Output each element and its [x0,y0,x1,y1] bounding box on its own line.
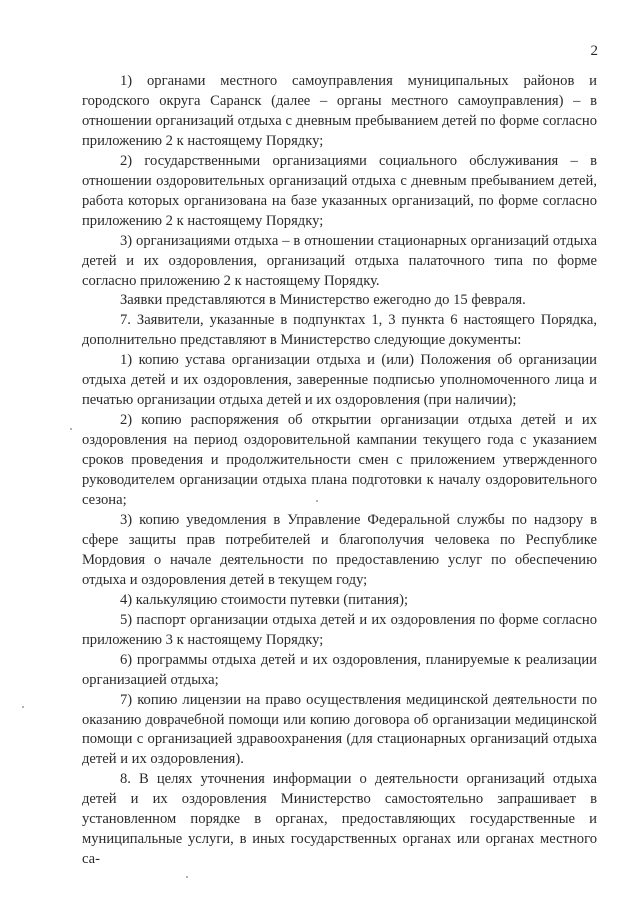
paragraph-section-7: 7. Заявители, указанные в подпунктах 1, 3 пункта 6 настоящего Порядка, дополнительно представляют в Министерство следующие документы: [82,312,597,349]
paragraph-section-8: 8. В целях уточнения информации о деятельности организаций отдыха детей и их оздоровления Министерство самостоятельно запрашивает в установленном порядке в органах, предоставляющих государственные и муниципальные услуги, в иных государственных органах или органах местного са- [82,771,597,868]
paragraph-7-item-3-notification: 3) копию уведомления в Управление Федеральной службы по надзору в сфере защиты прав потребителей и благополучия человека по Республике Мордовия о начале деятельности по предоставлению услуг по обеспечению отдыха и оздоровления детей в текущем году; [82,511,597,588]
paragraph-7-item-5-passport: 5) паспорт организации отдыха детей и их оздоровления по форме согласно приложению 3 к настоящему Порядку; [82,611,597,648]
paragraph-deadline: Заявки представляются в Министерство ежегодно до 15 февраля. [120,292,526,309]
scan-speck [186,876,188,878]
page-number: 2 [590,43,598,59]
paragraph-2-state-social-organizations: 2) государственными организациями социального обслуживания – в отношении оздоровительных организаций отдыха с дневным пребыванием детей, работа которых организована на базе указанных организаций, по форме согласно приложению 2 к настоящему Порядку; [82,152,597,229]
paragraph-1-local-authorities: 1) органами местного самоуправления муниципальных районов и городского округа Саранск (далее – органы местного самоуправления) – в отношении организаций отдыха с дневным пребыванием детей по форме согласно приложению 2 к настоящему Порядку; [82,73,597,149]
paragraph-7-item-6-programs: 6) программы отдыха детей и их оздоровления, планируемые к реализации организацией отдыха; [82,651,597,688]
paragraph-7-item-4-calculation: 4) калькуляцию стоимости путевки (питания); [120,591,409,608]
paragraph-7-item-7-license: 7) копию лицензии на право осуществления медицинской деятельности по оказанию доврачебной помощи или копию договора об организации медицинской помощи с организацией здравоохранения (для стационарных организаций отдыха детей и их оздоровления). [82,691,597,768]
paragraph-7-item-1-charter: 1) копию устава организации отдыха и (или) Положения об организации отдыха детей и их оздоровления, заверенные подписью уполномоченного лица и печатью организации отдыха детей и их оздоровления (при наличии); [82,352,597,409]
scan-speck [22,706,24,708]
scan-speck [316,500,318,502]
scan-speck [70,428,72,430]
paragraph-7-item-2-order: 2) копию распоряжения об открытии организации отдыха детей и их оздоровления на период оздоровительной кампании текущего года с указанием сроков проведения и продолжительности смен с приложением утвержденного руководителем организации отдыха плана подготовки к началу оздоровительного сезона; [82,412,597,509]
document-body [82,72,597,870]
paragraph-3-recreation-organizations: 3) организациями отдыха – в отношении стационарных организаций отдыха детей и их оздоровления, организаций отдыха палаточного типа по форме согласно приложению 2 к настоящему Порядку. [82,232,597,289]
